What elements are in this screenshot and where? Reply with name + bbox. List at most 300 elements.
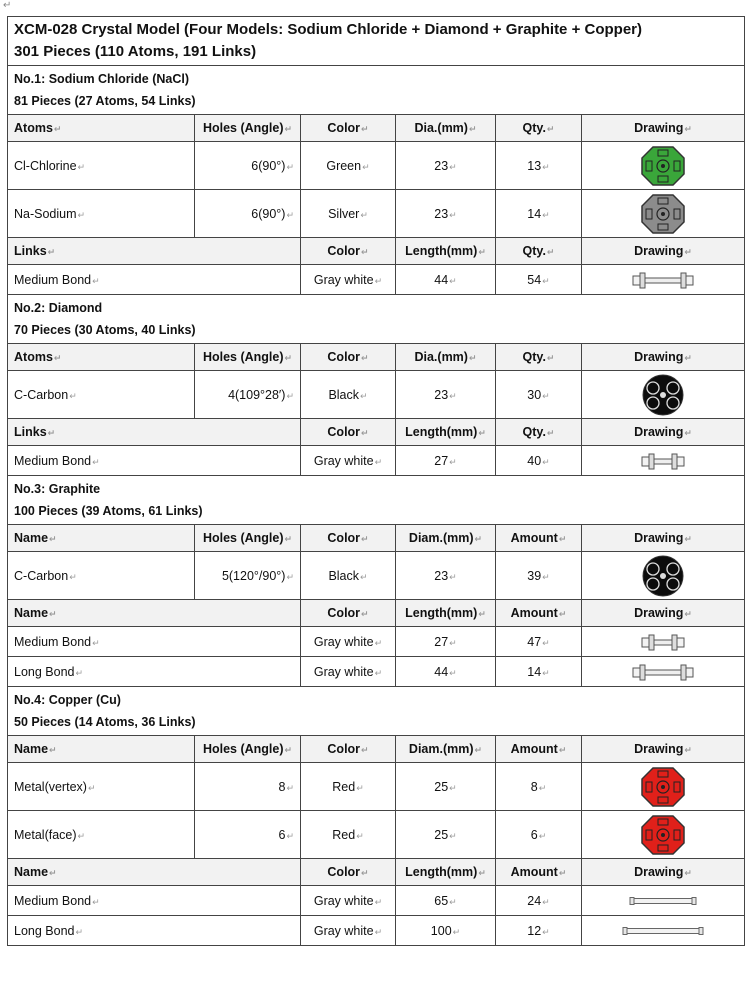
column-header <box>8 600 301 627</box>
column-header-text: Drawing <box>634 742 684 756</box>
section-heading <box>8 687 745 736</box>
column-header-text: Name <box>14 742 49 756</box>
document-title <box>8 17 745 66</box>
column-header <box>496 344 582 371</box>
atom-color-text: Silver <box>328 206 360 221</box>
paragraph-mark-icon: ↵ <box>92 275 100 286</box>
paragraph-mark-icon: ↵ <box>77 209 86 220</box>
atom-row <box>8 811 745 859</box>
column-header <box>8 344 195 371</box>
paragraph-mark-icon: ↵ <box>360 571 368 582</box>
column-header <box>396 736 496 763</box>
title-line-2: 301 Pieces (110 Atoms, 191 Links) <box>14 43 257 60</box>
drawing-cell <box>582 657 745 687</box>
paragraph-mark-icon: ↵ <box>449 456 457 467</box>
atom-name-text: Metal(vertex) <box>14 779 87 794</box>
column-header-text: Diam.(mm) <box>408 742 474 756</box>
paragraph-mark-icon: ↵ <box>478 609 486 619</box>
paragraph-mark-icon: ↵ <box>558 534 567 544</box>
paragraph-mark-icon: ↵ <box>449 896 457 907</box>
atom-diameter-text: 23 <box>434 158 449 173</box>
link-color-text: Gray white <box>313 272 374 287</box>
paragraph-mark-icon: ↵ <box>77 161 86 172</box>
paragraph-mark-icon: ↵ <box>542 926 550 937</box>
section-title: No.3: Graphite <box>14 482 101 496</box>
paragraph-mark-icon: ↵ <box>538 830 547 841</box>
section-title: No.2: Diamond <box>14 301 103 315</box>
column-header <box>582 344 745 371</box>
paragraph-mark-icon: ↵ <box>284 745 293 755</box>
paragraph-mark-icon: ↵ <box>468 124 477 134</box>
paragraph-mark-icon: ↵ <box>684 247 692 257</box>
link-length-text: 27 <box>434 453 449 468</box>
link-quantity <box>496 627 582 657</box>
paragraph-mark-icon: ↵ <box>3 0 12 11</box>
column-header-text: Color <box>327 742 361 756</box>
bond-icon <box>641 453 685 467</box>
paragraph-mark-icon: ↵ <box>361 745 369 755</box>
paragraph-mark-icon: ↵ <box>69 390 77 401</box>
column-header <box>195 115 301 142</box>
atom-holes-text: 8 <box>278 779 286 794</box>
column-header <box>496 736 582 763</box>
paragraph-mark-icon: ↵ <box>449 275 457 286</box>
paragraph-mark-icon: ↵ <box>92 456 100 467</box>
paragraph-mark-icon: ↵ <box>374 456 383 467</box>
paragraph-mark-icon: ↵ <box>478 428 486 438</box>
atom-quantity-text: 6 <box>530 827 538 842</box>
link-quantity <box>496 657 582 687</box>
link-name-text: Medium Bond <box>14 272 92 287</box>
column-header-text: Drawing <box>634 244 684 258</box>
column-header-text: Dia.(mm) <box>414 121 468 135</box>
link-length <box>396 886 496 916</box>
paragraph-mark-icon: ↵ <box>87 782 96 793</box>
atom-holes <box>195 371 301 419</box>
atom-row <box>8 763 745 811</box>
column-header-text: Diam.(mm) <box>408 531 474 545</box>
link-header-row <box>8 419 745 446</box>
atom-row <box>8 142 745 190</box>
paragraph-mark-icon: ↵ <box>286 830 294 841</box>
parts-table <box>7 16 745 946</box>
link-row <box>8 916 745 946</box>
paragraph-mark-icon: ↵ <box>684 124 692 134</box>
column-header <box>396 600 496 627</box>
paragraph-mark-icon: ↵ <box>546 124 555 134</box>
atom-header-row <box>8 344 745 371</box>
atom-diameter-text: 23 <box>434 568 449 583</box>
column-header-text: Drawing <box>634 121 684 135</box>
paragraph-mark-icon: ↵ <box>478 868 486 878</box>
column-header-text: Length(mm) <box>405 606 478 620</box>
red-atom-icon <box>641 779 685 793</box>
link-length-text: 27 <box>434 634 449 649</box>
bond-icon <box>632 272 694 286</box>
link-color <box>301 657 396 687</box>
atom-holes-text: 6 <box>278 827 286 842</box>
column-header-text: Length(mm) <box>405 244 478 258</box>
atom-diameter <box>396 552 496 600</box>
column-header-text: Name <box>14 865 49 879</box>
atom-holes-text: 6(90°) <box>251 206 286 221</box>
column-header <box>496 600 582 627</box>
paragraph-mark-icon: ↵ <box>360 209 368 220</box>
section-title: No.1: Sodium Chloride (NaCl) <box>14 72 189 86</box>
column-header <box>396 859 496 886</box>
paragraph-mark-icon: ↵ <box>558 868 567 878</box>
paragraph-mark-icon: ↵ <box>684 868 692 878</box>
link-length <box>396 657 496 687</box>
column-header-text: Atoms <box>14 121 53 135</box>
paragraph-mark-icon: ↵ <box>546 428 555 438</box>
paragraph-mark-icon: ↵ <box>478 247 486 257</box>
section-piece-count: 81 Pieces (27 Atoms, 54 Links) <box>14 94 196 108</box>
paragraph-mark-icon: ↵ <box>558 609 567 619</box>
paragraph-mark-icon: ↵ <box>374 275 383 286</box>
link-length-text: 44 <box>434 664 449 679</box>
link-row <box>8 265 745 295</box>
paragraph-mark-icon: ↵ <box>449 161 457 172</box>
paragraph-mark-icon: ↵ <box>542 390 550 401</box>
drawing-cell <box>582 446 745 476</box>
paragraph-mark-icon: ↵ <box>449 637 457 648</box>
paragraph-mark-icon: ↵ <box>361 428 369 438</box>
column-header-text: Qty. <box>522 121 546 135</box>
section-heading <box>8 66 745 115</box>
drawing-cell <box>582 811 745 859</box>
column-header-text: Drawing <box>634 350 684 364</box>
column-header-text: Holes (Angle) <box>202 531 284 545</box>
column-header-text: Color <box>327 606 361 620</box>
link-header-row <box>8 859 745 886</box>
paragraph-mark-icon: ↵ <box>286 209 294 220</box>
atom-header-row <box>8 736 745 763</box>
column-header <box>582 419 745 446</box>
paragraph-mark-icon: ↵ <box>284 353 293 363</box>
bond-icon <box>641 634 685 648</box>
atom-holes-text: 5(120°/90°) <box>221 568 286 583</box>
atom-color <box>301 142 396 190</box>
column-header <box>496 238 582 265</box>
paragraph-mark-icon: ↵ <box>449 571 457 582</box>
atom-color-text: Black <box>328 568 360 583</box>
paragraph-mark-icon: ↵ <box>542 667 550 678</box>
column-header <box>301 525 396 552</box>
link-color-text: Gray white <box>313 923 374 938</box>
link-length-text: 44 <box>434 272 449 287</box>
paragraph-mark-icon: ↵ <box>49 534 57 544</box>
atom-color-text: Red <box>332 827 356 842</box>
link-name <box>8 886 301 916</box>
paragraph-mark-icon: ↵ <box>546 353 555 363</box>
link-name-text: Long Bond <box>14 923 75 938</box>
atom-name <box>8 552 195 600</box>
atom-quantity-text: 30 <box>527 387 542 402</box>
section-heading-row <box>8 66 745 115</box>
link-name <box>8 657 301 687</box>
paragraph-mark-icon: ↵ <box>542 456 550 467</box>
column-header <box>496 115 582 142</box>
column-header <box>8 859 301 886</box>
link-length <box>396 627 496 657</box>
atom-quantity <box>496 811 582 859</box>
column-header <box>582 238 745 265</box>
drawing-cell <box>582 886 745 916</box>
link-length-text: 65 <box>434 893 449 908</box>
atom-name <box>8 811 195 859</box>
link-row <box>8 657 745 687</box>
title-row <box>8 17 745 66</box>
column-header <box>195 344 301 371</box>
link-name <box>8 627 301 657</box>
paragraph-mark-icon: ↵ <box>558 745 567 755</box>
paragraph-mark-icon: ↵ <box>374 896 383 907</box>
drawing-cell <box>582 265 745 295</box>
column-header-text: Links <box>14 244 47 258</box>
column-header <box>8 525 195 552</box>
paragraph-mark-icon: ↵ <box>684 609 692 619</box>
paragraph-mark-icon: ↵ <box>356 830 364 841</box>
drawing-cell <box>582 916 745 946</box>
paragraph-mark-icon: ↵ <box>374 637 383 648</box>
link-header-row <box>8 600 745 627</box>
atom-holes <box>195 142 301 190</box>
atom-row <box>8 552 745 600</box>
paragraph-mark-icon: ↵ <box>47 428 56 438</box>
paragraph-mark-icon: ↵ <box>468 353 477 363</box>
atom-name-text: C-Carbon <box>14 387 69 402</box>
paragraph-mark-icon: ↵ <box>361 868 369 878</box>
link-color <box>301 916 396 946</box>
atom-header-row <box>8 525 745 552</box>
section-piece-count: 50 Pieces (14 Atoms, 36 Links) <box>14 715 196 729</box>
column-header-text: Color <box>327 425 361 439</box>
column-header-text: Holes (Angle) <box>202 121 284 135</box>
link-header-row <box>8 238 745 265</box>
link-name <box>8 446 301 476</box>
silver-atom-icon <box>641 206 685 220</box>
atom-quantity <box>496 371 582 419</box>
paragraph-mark-icon: ↵ <box>684 353 692 363</box>
column-header <box>301 419 396 446</box>
paragraph-mark-icon: ↵ <box>542 571 550 582</box>
atom-color <box>301 763 396 811</box>
paragraph-mark-icon: ↵ <box>69 571 77 582</box>
paragraph-mark-icon: ↵ <box>361 534 369 544</box>
paragraph-mark-icon: ↵ <box>284 534 293 544</box>
atom-quantity <box>496 190 582 238</box>
atom-name-text: Na-Sodium <box>14 206 77 221</box>
link-name <box>8 916 301 946</box>
atom-diameter-text: 25 <box>434 827 449 842</box>
column-header <box>301 859 396 886</box>
link-color <box>301 627 396 657</box>
link-name <box>8 265 301 295</box>
link-quantity <box>496 916 582 946</box>
paragraph-mark-icon: ↵ <box>92 637 100 648</box>
column-header <box>496 859 582 886</box>
drawing-cell <box>582 627 745 657</box>
paragraph-mark-icon: ↵ <box>53 124 62 134</box>
column-header-text: Amount <box>510 531 558 545</box>
green-atom-icon <box>641 158 685 172</box>
paragraph-mark-icon: ↵ <box>75 667 84 678</box>
link-quantity-text: 40 <box>527 453 542 468</box>
atom-diameter <box>396 142 496 190</box>
atom-color <box>301 552 396 600</box>
link-quantity <box>496 265 582 295</box>
drawing-cell <box>582 142 745 190</box>
column-header-text: Holes (Angle) <box>202 742 284 756</box>
atom-diameter <box>396 811 496 859</box>
column-header-text: Name <box>14 531 49 545</box>
paragraph-mark-icon: ↵ <box>449 667 457 678</box>
link-name-text: Long Bond <box>14 664 75 679</box>
paragraph-mark-icon: ↵ <box>47 247 56 257</box>
paragraph-mark-icon: ↵ <box>286 571 294 582</box>
atom-color-text: Green <box>326 158 362 173</box>
title-line-1: XCM-028 Crystal Model (Four Models: Sodium Chloride + Diamond + Graphite + Copper) <box>14 21 642 38</box>
section-heading <box>8 295 745 344</box>
atom-diameter-text: 25 <box>434 779 449 794</box>
column-header-text: Color <box>327 244 361 258</box>
atom-quantity-text: 14 <box>527 206 542 221</box>
atom-diameter <box>396 190 496 238</box>
column-header-text: Qty. <box>522 425 546 439</box>
column-header <box>301 115 396 142</box>
atom-row <box>8 371 745 419</box>
column-header <box>195 525 301 552</box>
paragraph-mark-icon: ↵ <box>361 609 369 619</box>
link-length <box>396 916 496 946</box>
column-header-text: Amount <box>510 606 558 620</box>
column-header <box>582 859 745 886</box>
column-header <box>396 419 496 446</box>
atom-color-text: Black <box>328 387 360 402</box>
column-header-text: Atoms <box>14 350 53 364</box>
atom-diameter-text: 23 <box>434 206 449 221</box>
section-heading-row <box>8 295 745 344</box>
paragraph-mark-icon: ↵ <box>49 745 57 755</box>
paragraph-mark-icon: ↵ <box>75 926 84 937</box>
atom-name <box>8 190 195 238</box>
column-header-text: Drawing <box>634 606 684 620</box>
paragraph-mark-icon: ↵ <box>449 782 457 793</box>
atom-holes <box>195 190 301 238</box>
atom-name-text: Cl-Chlorine <box>14 158 77 173</box>
column-header-text: Color <box>327 350 361 364</box>
link-row <box>8 886 745 916</box>
column-header-text: Holes (Angle) <box>202 350 284 364</box>
atom-quantity-text: 8 <box>530 779 538 794</box>
paragraph-mark-icon: ↵ <box>362 161 370 172</box>
paragraph-mark-icon: ↵ <box>360 390 368 401</box>
paragraph-mark-icon: ↵ <box>77 830 86 841</box>
atom-name <box>8 371 195 419</box>
link-name-text: Medium Bond <box>14 453 92 468</box>
atom-holes <box>195 811 301 859</box>
paragraph-mark-icon: ↵ <box>374 667 383 678</box>
atom-diameter-text: 23 <box>434 387 449 402</box>
drawing-cell <box>582 552 745 600</box>
column-header <box>8 238 301 265</box>
link-color-text: Gray white <box>313 634 374 649</box>
atom-diameter <box>396 763 496 811</box>
paragraph-mark-icon: ↵ <box>474 534 483 544</box>
paragraph-mark-icon: ↵ <box>684 428 692 438</box>
red-atom-icon <box>641 827 685 841</box>
link-quantity-text: 47 <box>527 634 542 649</box>
black-atom-icon <box>640 387 686 401</box>
paragraph-mark-icon: ↵ <box>49 609 57 619</box>
atom-quantity-text: 13 <box>527 158 542 173</box>
column-header <box>396 525 496 552</box>
column-header <box>496 419 582 446</box>
paragraph-mark-icon: ↵ <box>538 782 547 793</box>
link-color-text: Gray white <box>313 453 374 468</box>
link-quantity <box>496 446 582 476</box>
atom-color <box>301 371 396 419</box>
paragraph-mark-icon: ↵ <box>284 124 293 134</box>
link-quantity-text: 12 <box>527 923 542 938</box>
drawing-cell <box>582 190 745 238</box>
atom-name-text: C-Carbon <box>14 568 69 583</box>
section-heading <box>8 476 745 525</box>
bond-icon <box>632 664 694 678</box>
paragraph-mark-icon: ↵ <box>356 782 364 793</box>
column-header-text: Drawing <box>634 425 684 439</box>
atom-quantity-text: 39 <box>527 568 542 583</box>
paragraph-mark-icon: ↵ <box>449 209 457 220</box>
atom-name-text: Metal(face) <box>14 827 77 842</box>
link-color <box>301 446 396 476</box>
column-header-text: Color <box>327 121 361 135</box>
column-header-text: Dia.(mm) <box>414 350 468 364</box>
paragraph-mark-icon: ↵ <box>361 353 369 363</box>
column-header <box>301 736 396 763</box>
paragraph-mark-icon: ↵ <box>53 353 62 363</box>
atom-color <box>301 190 396 238</box>
link-length <box>396 446 496 476</box>
column-header-text: Qty. <box>522 350 546 364</box>
link-color-text: Gray white <box>313 893 374 908</box>
paragraph-mark-icon: ↵ <box>92 896 100 907</box>
column-header-text: Links <box>14 425 47 439</box>
section-heading-row <box>8 687 745 736</box>
paragraph-mark-icon: ↵ <box>286 390 294 401</box>
column-header <box>396 115 496 142</box>
paragraph-mark-icon: ↵ <box>449 830 457 841</box>
column-header-text: Color <box>327 865 361 879</box>
atom-color-text: Red <box>332 779 356 794</box>
section-piece-count: 100 Pieces (39 Atoms, 61 Links) <box>14 504 203 518</box>
column-header <box>8 419 301 446</box>
column-header <box>582 525 745 552</box>
column-header <box>396 344 496 371</box>
paragraph-mark-icon: ↵ <box>361 247 369 257</box>
column-header <box>496 525 582 552</box>
column-header <box>396 238 496 265</box>
paragraph-mark-icon: ↵ <box>452 926 461 937</box>
bond-icon <box>629 894 697 908</box>
link-name-text: Medium Bond <box>14 634 92 649</box>
link-quantity-text: 14 <box>527 664 542 679</box>
link-name-text: Medium Bond <box>14 893 92 908</box>
atom-holes-text: 4(109°28′) <box>228 387 286 402</box>
paragraph-mark-icon: ↵ <box>449 390 457 401</box>
column-header <box>582 736 745 763</box>
